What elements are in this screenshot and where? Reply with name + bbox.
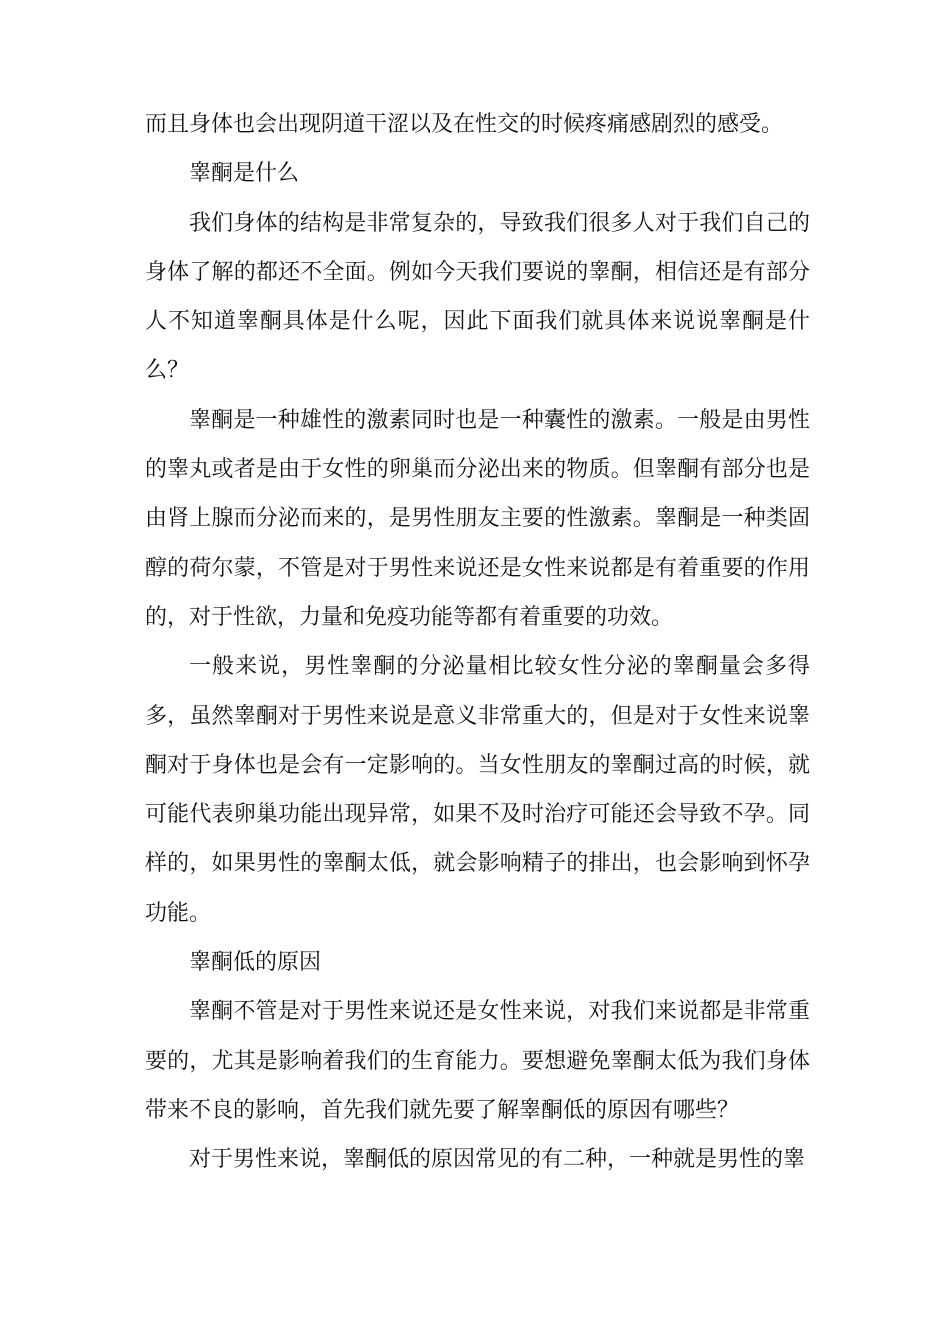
paragraph: 对于男性来说，睾酮低的原因常见的有二种，一种就是男性的睾: [189, 1147, 806, 1173]
paragraph: 一般来说，男性睾酮的分泌量相比较女性分泌的睾酮量会多得多，虽然睾酮对于男性来说是意义非常重大的，但是对于女性来说睾酮对于身体也是会有一定影响的。当女性朋友的睾酮过高的时候，就可能代表卵巢功能出现异常，如果不及时治疗可能还会导致不孕。同样的，如果男性的睾酮太低，就会影响精子的排出，也会影响到怀孕功能。: [145, 654, 810, 926]
document-body: [145, 100, 810, 1185]
paragraph: 睾酮是一种雄性的激素同时也是一种囊性的激素。一般是由男性的睾丸或者是由于女性的卵巢而分泌出来的物质。但睾酮有部分也是由肾上腺而分泌而来的，是男性朋友主要的性激素。睾酮是一种类固醇的荷尔蒙，不管是对于男性来说还是女性来说都是有着重要的作用的，对于性欲，力量和免疫功能等都有着重要的功效。: [145, 407, 810, 630]
section-heading-low-testosterone-causes: 睾酮低的原因: [189, 950, 322, 976]
paragraph: 睾酮不管是对于男性来说还是女性来说，对我们来说都是非常重要的，尤其是影响着我们的生育能力。要想避免睾酮太低为我们身体带来不良的影响，首先我们就先要了解睾酮低的原因有哪些？: [145, 999, 810, 1123]
paragraph: 我们身体的结构是非常复杂的，导致我们很多人对于我们自己的身体了解的都还不全面。例如今天我们要说的睾酮，相信还是有部分人不知道睾酮具体是什么呢，因此下面我们就具体来说说睾酮是什么？: [145, 210, 810, 384]
section-heading-what-is-testosterone: 睾酮是什么: [189, 161, 300, 187]
paragraph-continuation: 而且身体也会出现阴道干涩以及在性交的时候疼痛感剧烈的感受。: [145, 112, 784, 137]
